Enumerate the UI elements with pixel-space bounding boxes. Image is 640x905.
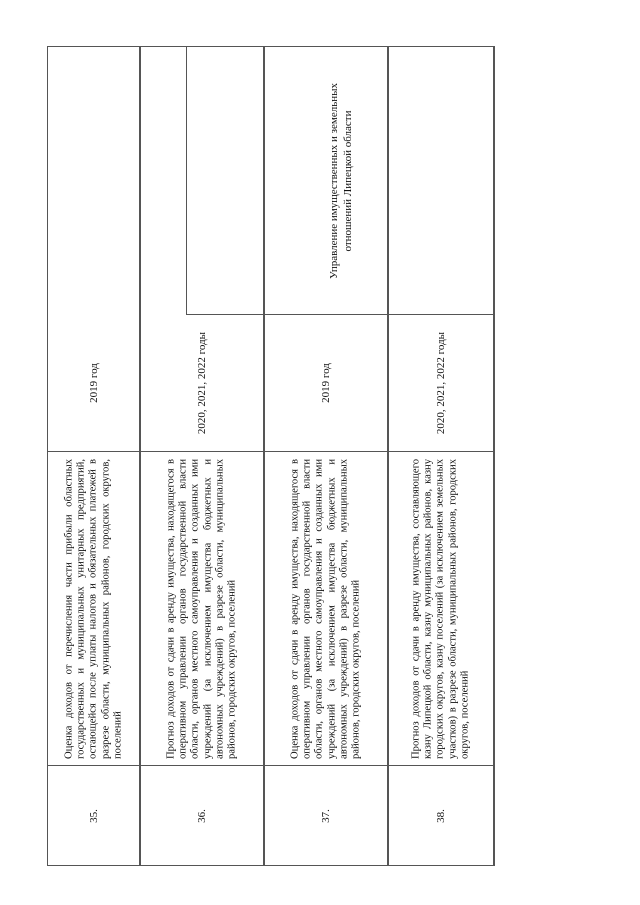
row-period: 2020, 2021, 2022 годы bbox=[196, 331, 208, 435]
row-period: 2019 год bbox=[87, 363, 100, 403]
row-description-cell bbox=[48, 451, 139, 765]
table-row-35 bbox=[48, 47, 140, 865]
row-number: 35. bbox=[87, 808, 100, 823]
row-period-cell bbox=[389, 315, 493, 451]
row-description: Прогноз доходов от сдачи в аренду имущества, составляющего казну Липецкой области, казну муниципальных районов, казну городских округов, казну поселений (за исключением земельных участков) в разрезе области, муниципальных районов, городских округов, поселений bbox=[410, 458, 471, 759]
row-description: Оценка доходов от сдачи в аренду имущества, находящегося в оперативном управлении органов государственной власти области, органов местного самоуправления и созданных ими учреждений (за исключением имущества бюджетных и автономных учреждений) в разрезе области, муниципальных районов, городских округов, поселений bbox=[289, 458, 362, 759]
row-description-cell bbox=[141, 451, 263, 765]
row-number-cell bbox=[265, 765, 387, 865]
row-description: Прогноз доходов от сдачи в аренду имущества, находящегося в оперативном управлении органов государственной власти области, органов местного самоуправления и созданных ими учреждений (за исключением имущества бюджетных и автономных учреждений) в разрезе области, муниципальных районов, городских округов, поселений bbox=[165, 458, 238, 759]
document-table bbox=[47, 46, 495, 866]
row-description: Оценка доходов от перечисления части прибыли областных государственных и муниципальных унитарных предприятий, остающейся после уплаты налогов и обязательных платежей в разрезе области, муниципальных районов, городских округов, поселений bbox=[62, 458, 123, 759]
row-description-cell bbox=[389, 451, 493, 765]
row-period-cell bbox=[141, 315, 263, 451]
row-period: 2019 год bbox=[320, 363, 332, 403]
row-period-cell bbox=[265, 315, 387, 451]
row-number: 38. bbox=[435, 808, 447, 823]
row-number-cell bbox=[141, 765, 263, 865]
row-number: 37. bbox=[320, 808, 332, 823]
row-description-cell bbox=[265, 451, 387, 765]
row-period-cell bbox=[48, 315, 139, 451]
row-number-cell bbox=[389, 765, 493, 865]
row-number-cell bbox=[48, 765, 139, 865]
responsible-organization-cell bbox=[186, 47, 494, 315]
row-period: 2020, 2021, 2022 годы bbox=[435, 331, 447, 435]
responsible-organization: Управление имущественных и земельных отношений Липецкой области bbox=[327, 82, 354, 279]
row-number: 36. bbox=[196, 808, 208, 823]
